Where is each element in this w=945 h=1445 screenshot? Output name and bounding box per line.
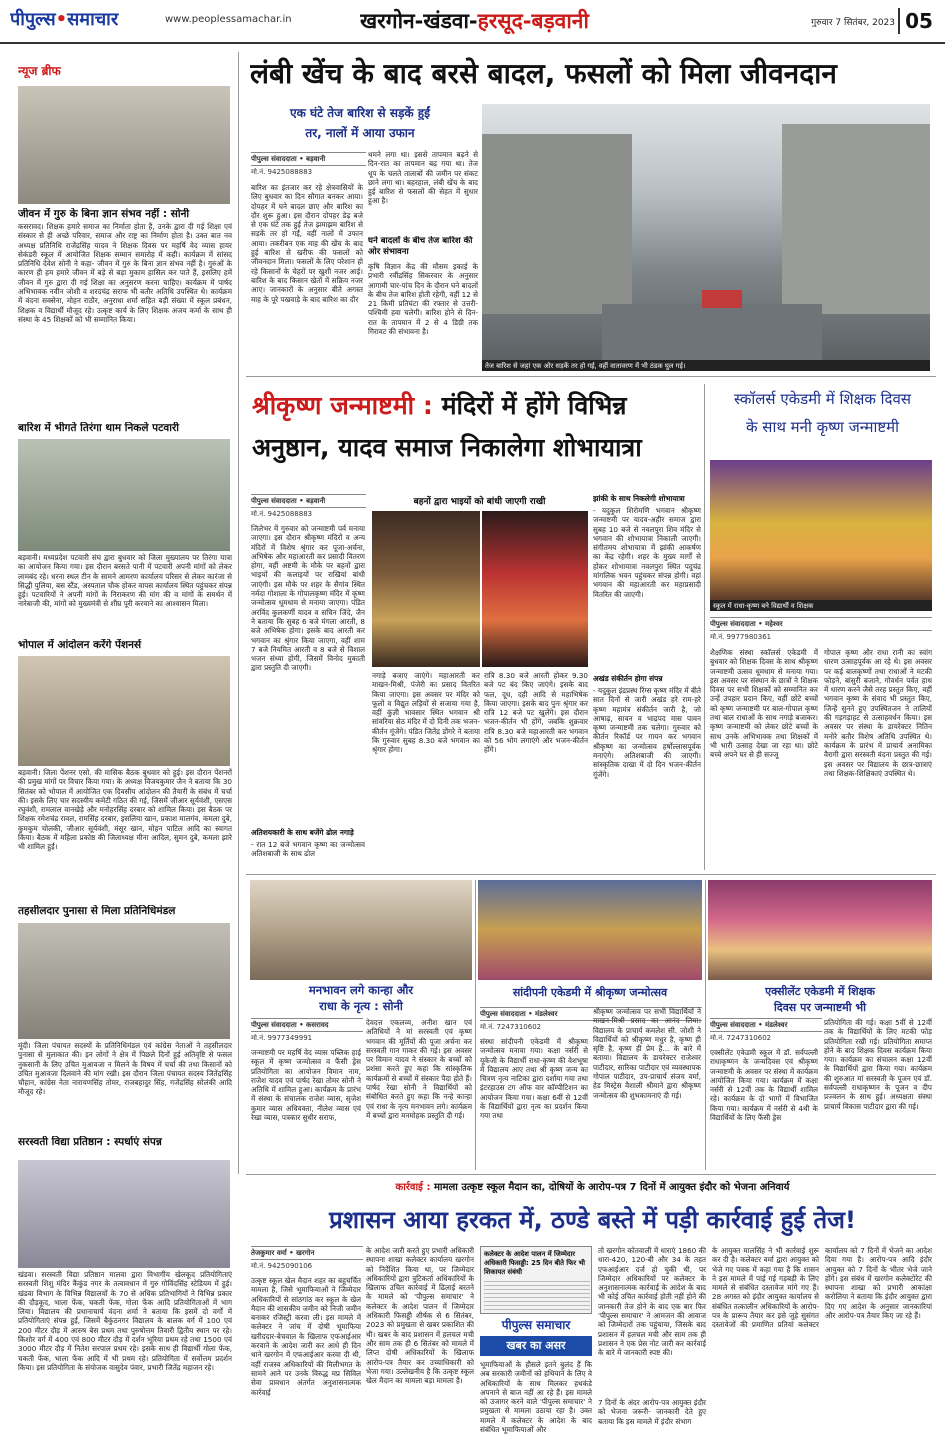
bottom-byline: तेजकुमार वर्मा • खरगोन — [251, 1246, 363, 1260]
janmashtami-scholars-divider — [704, 384, 705, 870]
row3-item3-headline-2: दिवस पर जन्माष्टमी भी — [774, 1001, 866, 1014]
brief-body-4: मूंदी। जिला पंचायत सदस्यों के प्रतिनिधिमंडल एवं कांग्रेस नेताओं ने तहसीलदार पुनासा से मुलाकात की। इन लोगों ने क्षेत्र में पिछले दिनों हुई अतिवृष्टि से फसल नुकसानी के लिए उचित मुआवजा न मिलने के विषय में चर्चा की तथा किसानों को उचित मुआवजा दिलवाने की मांग रखी। इस दौरान जिला पंचायत सदस्य जितेंद्रसिंह चौहान, कांग्रेस नेता नारायणसिंह तोमर, राजबहादुर सिंह, गजेंद्रसिंह सोलंकी आदि मौजूद रहे। — [18, 1041, 232, 1097]
row3-item1-col-1: जन्माष्टमी पर महर्षि वेद व्यास पब्लिक हाई स्कूल में कृष्ण जन्मोत्सव व फैंसी ड्रेस प्रतियोगिता का आयोजन विमान नाम, राजेश यादव एवं पार्षद रेखा तोमर सोनी ने अतिथि में शामिल हुआ। कार्यक्रम के प्रारंभ में संस्था के संचालक राजेश व्यास, सृजेश कुमार व्यास अधिवक्ता, नीलेश व्यास एवं रेखा व्यास, पत्रकार सुधीर सराफ, — [251, 1048, 361, 1123]
section-title — [360, 6, 690, 36]
bottom-box-title: खबर का असर — [480, 1336, 592, 1356]
row3-item2-byline: पीपुल्स संवाददाता • मंडलेश्वर — [480, 1007, 702, 1021]
row3-divider-2 — [705, 880, 706, 1170]
row3-item3-byline-place: मंडलेश्वर — [765, 1021, 788, 1029]
lead-subhead-2: तर, नालों में आया उफान — [305, 126, 415, 140]
janmashtami-byline-place: बड़वानी — [306, 497, 326, 505]
row3-item3-mobile: मो.नं. 7247310602 — [710, 1034, 772, 1042]
bottom-headline: प्रशासन आया हरकत में, ठण्डे बस्ते में पड़ी कार्रवाई हुई तेज! — [329, 1206, 856, 1234]
brief-photo-3 — [18, 656, 230, 766]
photo-building-left — [482, 134, 632, 314]
bottom-col-4: तो खरगोन कोतवाली में धाराएं 1860 की धारा-420, 120-बी और 34 के तहत एफआईआर दर्ज हो चुकी थी, पर जिम्मेदार अधिकारियों पर कलेक्टर के अनुशासनात्मक कार्रवाई के आदेश के बाद भी कोई उचित कार्रवाई होती नहीं होने की जानकारी तेज होने के बाद एक बार फिर 'पीपुल्स समाचार' ने आमजन की आवाज को जिम्मेदारों तक पहुंचाया, जिसके बाद प्रशासन में हलचल मची और साम तक ही प्रशासन ने एक प्रेस नोट जारी कर कार्रवाई के बारे में जानकारी स्पष्ट की। — [598, 1246, 706, 1358]
bottom-col-5: के आयुक्त मालसिंह ने भी कार्रवाई शुरू कर दी है। कलेक्टर वर्मा द्वारा आयुक्त को भेजे गए पत्रक में कहा गया है कि शासन ने इस मामले में पाई गई गड़बड़ी के लिए मामले से संबंधित दस्तावेज मांगे गए हैं। 28 अगस्त को इंदौर आयुक्त कार्यालय से संबंधित तत्कालीन अधिकारियों के आरोप-पत्र के प्रारूप तैयार कर इसे जुड़े सुसंगत दस्तावेजों की प्रमाणित प्रतियां कलेक्टर कार्यालय को 7 दिनों में भेजने का आदेश दिया गया है। आरोप-पत्र आदि इंदौर आयुक्त को 7 दिनों के भीतर भेजे जाने होंगे। इस संबंध में खरगोन कलेक्टोरेट की स्थापना शाखा को प्रभारी आकांक्षा करोलिया ने बताया कि इंदौर आयुक्त द्वारा दिए गए आदेश के अनुसार जानकारियां और आरोप-पत्र तैयार किए जा रहे हैं। — [712, 1246, 932, 1330]
janmashtami-byline: पीपुल्स संवाददाता • बड़वानी — [251, 494, 366, 508]
logo — [10, 8, 155, 32]
row3-item1-col-2: देवदत्त एकलव्य, अनीश खान एवं अतिथियों ने मां सरस्वती एवं कृष्ण भगवान की मूर्तियों की पूजा अर्चना कर सरस्वती गान गाकर की गई। इस अवसर पर विमान यादव ने संस्कार के बच्चों को प्रशंसा करते हुए कहा कि सांस्कृतिक कार्यक्रमों से बच्चों में संस्कार पैदा होते हैं। पार्षद रेखा सोनी ने विद्यार्थियों को संबोधित करते हुए कहा कि नन्हे कान्हा एवं राधा के नृत्य मनभावन लगे। कार्यक्रम में बच्चों द्वारा मनमोहक प्रस्तुति दी गई। — [366, 1018, 472, 1120]
brief-photo-4 — [18, 923, 230, 1039]
bottom-clipping — [480, 1246, 592, 1314]
janmashtami-photo-krishna-idol — [372, 511, 480, 667]
bottom-col-1: उत्कृष्ट स्कूल खेल मैदान शहर का बहुचर्चित मामला है, जिसे भूमाफियाओं ने जिम्मेदार अधिकारियों से सांठगांठ कर स्कूल के खेल मैदान की शासकीय जमीन को निजी जमीन बनाकर रजिस्ट्री करवा ली। इस मामले में कलेक्टर ने जांच में दोषी भूमाफिया खरीददार-बेचवाल के खिलाफ एफआईआर करवाने के आदेश जारी कर आधे ही दिन थाने खरगोन में एफआईआर करवा दी थी, वहीं राजस्व अधिकारियों की मिलीभगत के सामने आने पर उनके विरुद्ध मप्र सिविल सेवा प्रावधान अंतर्गत अनुशासनात्मक कार्रवाई — [251, 1276, 361, 1397]
lead-headline: लंबी खेंच के बाद बरसे बादल, फसलों को मिला जीवनदान — [250, 57, 837, 90]
row3-item1-mobile: मो.नं. 9977349991 — [251, 1034, 313, 1042]
janmashtami-col-4-head: अखंड संकीर्तन होगा संपन्न — [593, 674, 663, 683]
brief-photo-5 — [18, 1160, 230, 1268]
logo-right: समाचार — [67, 9, 119, 30]
issue-date: गुरुवार 7 सितंबर, 2023 — [811, 18, 895, 27]
row3-item1-headline-2: राधा के नृत्य : सोनी — [319, 999, 403, 1013]
janmashtami-col-3: रात्रि 8.30 बजे आरती होकर 9.30 बजे पट बंद किए जाएंगे। इसके बाद फल, दूध, दही आदि से महाभिषेक किया जाएगा। इसके बाद पुनः श्रृंगार कर रात्रि 12 बजे पट खुलेंगे। इस दौरान भजन-कीर्तन भी होंगे, जबकि शुक्रवार रात्रि 8.30 बजे महाआरती कर भगवान को 56 भोग लगाएंगे और भजन-कीर्तन होंगे। — [484, 671, 588, 755]
brief-headline-2: बारिश में भीगते तिरंगा थाम निकले पटवारी — [18, 422, 179, 434]
website: www.peoplessamachar.in — [165, 14, 292, 25]
photo-red-sign — [702, 290, 742, 308]
janmashtami-col-1: जिलेभर में गुरुवार को जन्माष्टमी पर्व मनाया जाएगा। इस दौरान श्रीकृष्ण मंदिरों व अन्य मंदिरों में विशेष श्रृंगार कर पूजा-अर्चना, अभिषेक और महाआरती कर प्रसादी वितरण होगा, वहीं अष्टमी के मौके पर बहनों द्वारा भाइयों की कलाइयों पर राखियां बांधी जाएंगी। इस मौके पर शहर के सैगांव स्थित नर्मदा गोशाला के गोपालकृष्ण मंदिर में कृष्ण जन्मोत्सव धूमधाम से मनाया जाएगा। पंडित अरविंद कुलकर्णी यादव व सचिन जिंदे, जैन ने बताया कि सुबह 6 बजे मंगला आरती, 8 बजे अभिषेक होगा। इसके बाद आरती कर भगवान का श्रृंगार किया जाएगा, वहीं शाम 7 बजे नियमित आरती व 8 बजे से विशाल भजन संध्या होगी, जिसमें विनोद मुकाती द्वारा प्रस्तुति दी जाएगी। — [251, 524, 365, 673]
scholars-byline-place: महेश्वर — [765, 620, 783, 628]
lead-byline-place: बड़वानी — [306, 155, 326, 163]
lead-col-1: बारिश का इंतजार कर रहे क्षेत्रवासियों के लिए बुधवार का दिन सौगात बनकर आया। दोपहर में घने बादल छाए और बारिश का दौर शुरू हुआ। इस दौरान दोपहर डेढ़ बजे से एक घंटे तक हुई तेज झमाझम बारिश से सड़कें तर हो गईं, वहीं नालों में उफान आया। तकरीबन एक माह की खेंच के बाद हुई बारिश से खरीफ की फसलों को जीवनदान मिला। फसलों के लिए परेशान हो रहे किसानों के चेहरों पर खुशी नजर आई। बारिश के बाद किसान खेतों में सक्रिय नजर आए। जानकारों के अनुसार बीते अगस्त माह के पूरे पखवाड़े के बाद बारिश का दौर — [251, 183, 363, 304]
lead-byline-name: पीपुल्स संवाददाता — [251, 155, 297, 163]
janmashtami-col-4-pre: झांकी के साथ निकलेगी शोभायात्रा — [593, 494, 685, 503]
row3-item2-byline-name: पीपुल्स संवाददाता — [480, 1010, 526, 1018]
logo-left: पीपुल्स — [10, 9, 56, 30]
bottom-top-rule — [246, 1174, 936, 1175]
scholars-headline-2: के साथ मनी कृष्ण जन्माष्टमी — [746, 418, 899, 436]
masthead — [0, 0, 945, 44]
janmashtami-headline-red: श्रीकृष्ण जन्माष्टमी : — [252, 391, 433, 420]
bottom-col-4b: 7 दिनों के अंदर आरोप-पत्र आयुक्त इंदौर को भेजना जरूरी- जानकारी देते हुए बताया कि इस मामले में इंदौर संभाग — [598, 1398, 706, 1426]
janmashtami-photo-label: बहनों द्वारा भाइयों को बांधी जाएगी राखी — [413, 497, 546, 507]
brief-photo-2 — [18, 439, 230, 551]
scholars-col-1: शैक्षणिक संस्था स्कॉलर्स एकेडमी में बुधवार को शिक्षक दिवस के साथ श्रीकृष्ण जन्माष्टमी उत्सव धूमधाम से मनाया गया। इस अवसर पर संस्थान के छात्रों ने शिक्षक दिवस पर सभी शिक्षकों को सम्मानित कर उन्हें उपहार प्रदान किए, वहीं छोटे बच्चों को कृष्ण जन्माष्टमी पर बाल-गोपाल कृष्ण तथा बाल राधाओं के साथ नगाड़े बजाकर। कृष्ण जन्माष्टमी को लेकर छोटे बच्चों के साथ उनके अभिभावक तथा शिक्षकों में भी भारी उत्साह देखा जा रहा था। छोटे बच्चे अपने घर से ही सज्जू — [710, 648, 818, 760]
janmashtami-photo-radha-idol — [482, 511, 588, 667]
page-number: 05 — [898, 8, 938, 34]
row3-item2-col-1: संस्था सांदीपनी एकेडमी में श्रीकृष्ण जन्मोत्सव मनाया गया। कक्षा नर्सरी से यूकेजी के विद्यार्थी राधा-कृष्ण की वेशभूषा में विद्यालय आए तथा श्री कृष्ण जन्म का चित्रण नृत्य नाटिका द्वारा दर्शाया गया तथा इंटरहाउस टग ऑफ वार कॉम्पीटिशन का आयोजन किया गया। कक्षा 6वीं से 12वीं के विद्यार्थियों द्वारा नृत्य का प्रदर्शन किया गया तथा — [480, 1037, 588, 1121]
lead-col-2a: थमने लगा था। इससे तापमान बढ़ने से दिन-रात का तापमान बढ़ गया था। तेज धूप के चलते तालाबों की जमीन पर संकट छाने लगा था। बहरहाल, लंबी खेंच के बाद हुई बारिश से फसलों की सेहत में सुधार हुआ है। — [368, 150, 478, 206]
section-title-part1: खरगोन-खंडवा- — [360, 9, 478, 33]
row3-item1-byline-place: कसरावद — [306, 1021, 329, 1029]
row3-photo-3-fancy-dress — [708, 880, 932, 980]
row3-photo-1-ceremony — [250, 880, 472, 980]
lead-col-2-head: घने बादलों के बीच तेज बारिश की ओर संभावना — [368, 236, 473, 257]
lead-mobile: मो.नं. 9425088883 — [251, 168, 313, 176]
row3-item2-mobile: मो.नं. 7247310602 — [480, 1023, 542, 1031]
bottom-clipping-lines — [484, 1281, 590, 1311]
bottom-byline-name: तेजकुमार वर्मा — [251, 1249, 287, 1257]
janmashtami-col-1-head: अतिशयकारी के साथ बजेंगे ढोल नगाड़े — [251, 828, 354, 837]
left-divider — [238, 52, 239, 1174]
bottom-col-3: भूमाफियाओं के हौसले इतने बुलंद हैं कि अब सरकारी जमीनों को हथियाने के लिए वे अधिकारियों के साथ मिलकर हथकंडे अपनाने से बाज नहीं आ रहे हैं। इस मामले को उजागर करने वाले 'पीपुल्स समाचार' ने प्रमुखता से मामला उठाया रहा है। उक्त मामले में कलेक्टर के आदेश के बाद संबंधित भूमाफियाओं और — [480, 1360, 592, 1435]
lead-col-2b: कृषि विज्ञान केंद्र की मौसम इकाई के प्रभारी रवींद्रसिंह सिकरवार के अनुसार आगामी चार-पांच दिन के दौरान घने बादलों के बीच तेज बारिश होती रहेगी, वहीं 12 से 21 किमी प्रतिघंटा की रफ्तार से उत्तरी-पश्चिमी हवा चलेगी। बारिश होने से दिन-रात के तापमान में 2 से 4 डिग्री तक गिरावट की संभावना है। — [368, 262, 478, 337]
row3-item3-byline: पीपुल्स संवाददाता • मंडलेश्वर — [710, 1018, 822, 1032]
row3-item2-col-2: श्रीकृष्ण जन्मोत्सव पर सभी विद्यार्थियों ने माखन-मिश्री प्रसाद का आनंद लिया। विद्यालय के प्राचार्य कमलेश सी. जोशी ने विद्यार्थियों को श्रीकृष्ण मधुर है, कृष्ण ही सृष्टि है, कृष्ण ही प्रेम है... के बारे में बताया। विद्यालय के डायरेक्टर राजेश्वर पाटीदार, सारिका पाटीदार एवं व्यवस्थापक गोपाल पाटीदार, उप-प्राचार्य संजय वर्मा, हेड मिस्ट्रेस वैशाली श्रीमाने द्वारा श्रीकृष्ण जन्मोत्सव की शुभकामनाएं दी गई। — [593, 1007, 701, 1100]
photo-building-right — [782, 124, 930, 314]
row3-divider-1 — [475, 880, 476, 1170]
bottom-mobile: मो.नं. 9425090106 — [251, 1262, 313, 1270]
row3-item3-byline-name: पीपुल्स संवाददाता — [710, 1021, 756, 1029]
row3-item1-byline-name: पीपुल्स संवाददाता — [251, 1021, 297, 1029]
janmashtami-col-2: नगाड़े बजाए जाएंगे। महाआरती कर माखन-मिश्री, पंजेरी का प्रसाद वितरित किया जाएगा। इस अवसर पर मंदिर को फूलों व विद्युत लड़ियों से सजाया गया है, वहीं कुंज्ञी भावसार स्थित भगवान श्री सांवरिया सेठ मंदिर में दो दिनी तक भजन-कीर्तन गूंजेंगे। पंडित जितेंद्र डोंगरे ने बताया कि गुरुवार सुबह 8.30 बजे भगवान का श्रृंगार होगा। — [372, 671, 480, 755]
bottom-kicker-red: कार्रवाई : — [395, 1182, 431, 1193]
lead-photo-rain-street — [482, 104, 930, 360]
brief-body-1: कसरावद। शिक्षक हमारे समाज का निर्माता होता है, उनके द्वारा दी गई शिक्षा एवं संस्कार से ही अच्छे परिवार, समाज और राष्ट्र का निर्माण होता है। उक्त बात नव अध्यक्ष प्रतिनिधि राजेंद्रसिंह यादव ने शिक्षक दिवस पर महर्षि वेद व्यास हायर सेकंडरी स्कूल में आयोजित शिक्षक सम्मान समारोह में कही। कार्यक्रम में सांसद प्रतिनिधि देवेश सोनी ने कहा- जीवन में गुरु के बिना ज्ञान संभव नहीं है। गुरुओं के कारण ही हम हमारे जीवन में बड़े से बड़ा मुकाम हासिल कर पाते हैं, इसलिए हमें जीवन में गुरु द्वारा दी गई शिक्षा का अनुसरण करना चाहिए। कार्यक्रम में पार्षद अभिभावक नवीन जोशी व शरदचंद्र सराफ भी बतौर अतिथि उपस्थित थे। कार्यक्रम में वंदना सक्सेना, मोहन राठौर, अनुराधा शर्मा सहित बड़ी संख्या में स्कूल प्रबंधन, शिक्षक व विद्यार्थी मौजूद रहे। उत्कृष्ट कार्य के लिए शिक्षक अजय कर्मा के साथ ही संस्था के 45 शिक्षकों को भी सम्मानित किया। — [18, 222, 232, 324]
bottom-kicker-text: मामला उत्कृष्ट स्कूल मैदान का, दोषियों के आरोप-पत्र 7 दिनों में आयुक्त इंदौर को भेजना अनिवार्य — [433, 1182, 790, 1193]
row3-item3-headline-1: एक्सीलेंट एकेडमी में शिक्षक — [765, 985, 875, 998]
brief-body-5: खंडवा। सरस्वती विद्या प्रतिष्ठान मालवा द्वारा विभागीय खेलकूद प्रतियोगिताएं सरस्वती शिशु मंदिर कैंकुंड नगर के तत्वावधान में गुरु गोविंदसिंह स्टेडियम में हुई। खंडवा विभाग के विभिन्न विद्यालयों के 70 से अधिक प्रतिभागियों ने विभिन्न प्रकार की दौड़कूद, भाला फेंक, चकती फेंक, गोला फेंक आदि प्रतियोगिताओं में भाग लिया। विद्यालय की प्रधानाचार्य वंदना शर्मा ने बताया कि इसमें दो वर्गों में प्रतियोगिताएं संपन्न हुईं, जिसमें बैकुंठनगर विद्यालय के बालक वर्ग में 100 एवं 200 मीटर दौड़ में आरुष बेस प्रथम तथा पुरुषोत्तम तिवारी द्वितीय स्थान पर रहे। किशोर वर्ग में 400 एवं 800 मीटर दौड़ में दर्शन भूरिया प्रथम रहे तथा 1500 एवं 3000 मीटर दौड़ में नितेश सरपाल प्रथम रहे। इसके साथ ही विद्यार्थी गोला फेंक, चकती फेंक, भाला फेंक आदि में भी प्रथम रहे। प्रतियोगिता में सर्वोत्तम प्रदर्शन किया। इस प्रतियोगिता के संयोजक वासुदेव पंवार, प्रभारी जितेंद्र महाजन रहे। — [18, 1270, 232, 1372]
row3-item1-headline-1: मनभावन लगे कान्हा और — [308, 983, 414, 997]
bottom-clipping-title: कलेक्टर के आदेश पालन में जिम्मेदार अधिकारी फिसड्डी: 25 दिन बीते फिर भी शिकायत संबंधी — [484, 1250, 586, 1276]
lead-bottom-rule — [246, 376, 936, 377]
janmashtami-headline-line1 — [252, 386, 702, 426]
row3-top-rule — [246, 874, 936, 875]
brief-headline-4: तहसीलदार पुनासा से मिला प्रतिनिधिमंडल — [18, 905, 176, 917]
row3-item2-byline-place: मंडलेश्वर — [535, 1010, 558, 1018]
bottom-byline-place: खरगोन — [296, 1249, 315, 1257]
scholars-photo-caption: स्कूल में राधा-कृष्ण बने विद्यार्थी व शिक्षक — [710, 600, 932, 611]
lead-subhead-1: एक घंटे तेज बारिश से सड़कें हुईं — [289, 106, 431, 120]
scholars-byline: पीपुल्स संवाददाता • महेश्वर — [710, 617, 932, 631]
brief-body-3: बड़वानी। जिला पेंशनर एसो. की मासिक बैठक बुधवार को हुई। इस दौरान पेंशनरों की प्रमुख मांगों पर विचार किया गया। के अध्यक्ष विजयकुमार जैन ने बताया कि 30 सितंबर को भोपाल में आयोजित एक दिवसीय आंदोलन की तैयारी के संबंध में चर्चा की। इसके लिए चार सदस्यीय कमेटी गठित की गई, जिसमें जीआर सूर्यवंशी, एसएस रघुवंशी, रामलाल वानखेड़े और मनोहरसिंह दरबार को शामिल किया। इस बैठक पर शिक्षक रमेशचंद्र रावल, रामसिंह दरबार, इसलिया खान, प्रकाश मालगंव, कमला दुबे, कुमकुम चोलकी, जीआर सूर्यवंशी, मंसूर खान, मोहन पाटिल आदि का स्वागत किया। बैठक में महिला प्रकोष्ठ की जिलाध्यक्ष मीना आदिल, सुमन दुबे, कमला झारे भी शामिल हुईं। — [18, 768, 232, 852]
brief-photo-1 — [18, 86, 230, 204]
scholars-col-2: गोपाल कृष्ण और राधा रानी का स्वांग धारण उत्साहपूर्वक आ रहे थे। इस अवसर पर कई बालकृष्णों तथा राधाओं ने मटकी फोड़ने, बांसुरी बजाने, गोवर्धन पर्वत हाथ में धारण करने जैसे तरह प्रस्तुत किए, वहीं भगवान कृष्ण के संवाद भी प्रस्तुत किए, जिन्हें सुनने हुए उपस्थितजन ने तालियों की गड़गड़ाहट से उत्साहवर्धन किया। इस अवसर पर संस्था के डायरेक्टर नितिन मनोरे बतौर विशेष अतिथि उपस्थित थे। कार्यक्रम के प्रारंभ में प्राचार्य अनामिका वैरागी द्वारा सरस्वती वंदना प्रस्तुत की गई। इस अवसर पर विद्यालय के छात्र-छात्राएं तथा शिक्षक-शिक्षिकाएं उपस्थित थे। — [824, 648, 932, 778]
brief-headline-1: जीवन में गुरु के बिना ज्ञान संभव नहीं : सोनी — [18, 208, 190, 220]
row3-item3-col-1: एक्सीलेंट एकेडमी स्कूल में डॉ. सर्वपल्ली राधाकृष्णन के जन्मदिवस एवं श्रीकृष्ण जन्माष्टमी के अवसर पर संस्था में कार्यक्रम आयोजित किया गया। कार्यक्रम में कक्षा नर्सरी से 12वीं तक के विद्यार्थी शामिल रहे। कार्यक्रम के दो भागों में विभाजित किया गया। कार्यक्रम में नर्सरी से 4थी के विद्यार्थियों के लिए फैंसी ड्रेस — [710, 1048, 818, 1123]
janmashtami-headline-rest1: मंदिरों में होंगे विभिन्न — [441, 391, 627, 420]
janmashtami-headline-line2: अनुष्ठान, यादव समाज निकालेगा शोभायात्रा — [252, 433, 642, 462]
bottom-col-2: के आदेश जारी करते हुए प्रभारी अधिकारी स्थापना शाखा कलेक्टर कार्यालय खरगोन को निर्देशित किया था, पर जिम्मेदार अधिकारियों द्वारा त्रुटिकर्ता अधिकारियों के खिलाफ उचित कार्रवाई में ढिलाई बरतने के मामले को 'पीपुल्स समाचार' ने कलेक्टर के आदेश पालन में जिम्मेदार अधिकारी फिसड्डी शीर्षक से 6 सितंबर, 2023 को प्रमुखता से खबर प्रकाशित की थी। खबर के बाद प्रशासन में हलचल मची और साम तक ही 6 सितंबर को मामले में लिप्त दोषी अधिकारियों के खिलाफ आरोप-पत्र तैयार कर उच्चाधिकारी को भेजा गया। उल्लेखनीय है कि उत्कृष्ट स्कूल खेल मैदान का मामला बड़ा मामला है। — [366, 1246, 474, 1386]
row3-photo-2-dance — [478, 880, 702, 980]
row3-item3-col-2: प्रतियोगिता की गई। कक्षा 5वीं से 12वीं तक के विद्यार्थियों के लिए मटकी फोड़ प्रतियोगिता रखी गई। प्रतियोगिता समाप्त होने के बाद शिक्षक दिवस कार्यक्रम किया गया। कार्यक्रम का संचालन कक्षा 12वीं के विद्यार्थियों द्वारा किया गया। कार्यक्रम की शुरुआत मां सरस्वती के पूजन एवं डॉ. सर्वपल्ली राधाकृष्णन के पूजन व दीप प्रज्वलन के साथ हुई। अध्यक्षता संस्था प्राचार्य विकास पाटीदार द्वारा की गई। — [824, 1018, 932, 1111]
logo-dot: • — [55, 9, 68, 30]
news-brief-label: न्यूज ब्रीफ — [18, 64, 61, 78]
janmashtami-col-4: - यदुकुल शिरोमणि भगवान श्रीकृष्ण जन्माष्टमी पर यादव-अहीर समाज द्वारा सुबह 10 बजे से नवलपुरा शिव मंदिर से भगवान की शोभायात्रा निकाली जाएगी। संगीतमय शोभायात्रा में झांकी आकर्षण का केंद्र रहेगी। शहर के मुख्य मार्गों से होकर शोभायात्रा नवलपुरा स्थित पदुचंद्र मांगलिक भवन पहुंचकर संपन्न होगी। वहां भगवान की महाआरती कर महाप्रसादी वितरित की जाएगी। — [593, 506, 701, 599]
janmashtami-col-1b: - रात 12 बजे भगवान कृष्ण का जन्मोत्सव अतिशबाजी के साथ ढोल — [251, 840, 365, 859]
janmashtami-mobile: मो.नं. 9425088883 — [251, 510, 313, 518]
janmashtami-col-4b: - यदुकुल इंद्रप्रस्थ रिंग्स कृष्ण मंदिर में बीते सात दिनों से जारी अखंड हरे राम-हरे कृष्ण महामंत्र संकीर्तन जारी है, जो आषाढ़, सावन व भाद्रपद मास पावन कृष्ण जन्माष्टमी तक चलेगा। गुरुवार को कीर्तन रिकॉर्ड पर गायन कर भगवान श्रीकृष्ण का जन्मोत्सव हर्षोल्लासपूर्वक मनाएंगे। अतिशबाजी की जाएगी। सांस्कृतिक दाखा में दो दिन भजन-कीर्तन गूंजेंगे। — [593, 686, 701, 779]
brief-headline-5: सरस्वती विद्या प्रतिष्ठान : स्पर्धाएं संपन्न — [18, 1136, 162, 1148]
scholars-headline-1: स्कॉलर्स एकेडमी में शिक्षक दिवस — [734, 390, 911, 408]
brief-body-2: बड़वानी। मध्यप्रदेश पटवारी संघ द्वारा बुधवार को जिला मुख्यालय पर तिरंगा यात्रा का आयोजन किया गया। इस दौरान बरसते पानी में पटवारी अपनी मांगों को लेकर लामबंद रहे। धरना स्थल टीन के सामने आमरण कार्यालय परिसर से लेकर कारंजा से सिद्धी पुलिया, बस स्टैंड, अस्पताल चौक होकर वापस कार्यालय स्थित पहुंचकर संपन्न हुई। पटवारियों ने अपनी मांगों के निराकरण की मांग की व मांगों के समर्थन में नारेबाजी की, मांगों को मुख्यमंत्री से शीघ्र पूरी करवाने का आश्वासन मिला। — [18, 553, 232, 609]
lead-photo-caption: तेज बारिश से जहां एक ओर सड़कें तर हो गई, वहीं वातावरण में भी ठंडक घुल गई। — [482, 360, 930, 371]
lead-byline: पीपुल्स संवाददाता • बड़वानी — [251, 152, 366, 166]
bottom-box-logo: पीपुल्स समाचार — [501, 1318, 571, 1332]
scholars-photo-children-costumes — [710, 460, 932, 600]
janmashtami-byline-name: पीपुल्स संवाददाता — [251, 497, 297, 505]
bottom-kicker — [250, 1180, 935, 1196]
section-title-part2: हरसूद-बड़वानी — [477, 9, 589, 33]
brief-headline-3: भोपाल में आंदोलन करेंगे पेंशनर्स — [18, 639, 142, 651]
row3-item1-byline: पीपुल्स संवाददाता • कसरावद — [251, 1018, 363, 1032]
photo-road — [602, 304, 822, 360]
row3-item2-headline: सांदीपनी एकेडमी में श्रीकृष्ण जन्मोत्सव — [512, 986, 668, 999]
scholars-mobile: मो.नं. 9977980361 — [710, 633, 772, 641]
scholars-byline-name: पीपुल्स संवाददाता — [710, 620, 756, 628]
